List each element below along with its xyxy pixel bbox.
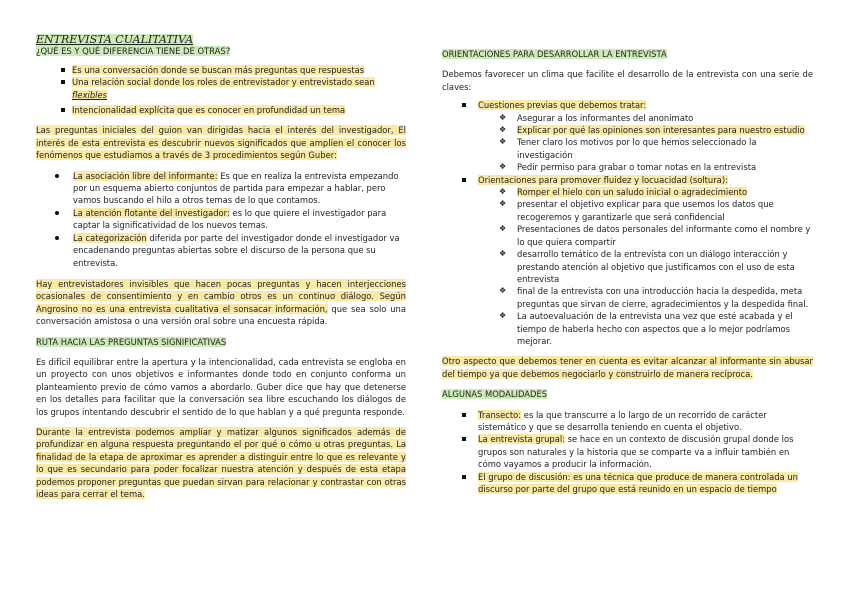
previous-questions-list (442, 112, 813, 174)
section-heading-modalidades: ALGUNAS MODALIDADES (442, 389, 548, 400)
section-heading-orientaciones: ORIENTACIONES PARA DESARROLLAR LA ENTREVISTA (442, 49, 667, 59)
paragraph-preguntas-iniciales: Las preguntas iniciales del guion van dirigidas hacia el interés del investigador, El interés de esta entrevista es descubrir nuevos significados que amplíen el conocer los fenómenos que estudiamos a través de 3 procedimientos según Guber: (36, 125, 406, 161)
list-item: Cuestiones previas que debemos tratar: ❖ Asegurar a los informantes del anonimato ❖ Explicar por qué las opiniones son interesantes para nuestro estudio ❖ Tener claro los motivos por lo que hemos seleccionado la investigación ❖ Pedir permiso para grabar o tomar notas en la entrevista (442, 99, 813, 173)
list-item: La atención flotante del investigador: es lo que quiere el investigador para captar la significatividad de los nuevos temas. (36, 207, 406, 232)
definition-list (36, 64, 406, 117)
list-item: Una relación social donde los roles de entrevistador y entrevistado sean flexibles (36, 76, 406, 101)
list-item: ❖ Pedir permiso para grabar o tomar notas en la entrevista (442, 161, 813, 173)
list-item: El grupo de discusión: es una técnica que produce de manera controlada un discurso por parte del grupo que está reunido en un espacio de tiempo (442, 471, 813, 496)
list-item: ❖ Tener claro los motivos por lo que hemos seleccionado la investigación (442, 136, 813, 161)
paragraph-otro-aspecto: Otro aspecto que debemos tener en cuenta es evitar alcanzar al informante sin abusar del tiempo ya que debemos negociarlo y construirlo de manera recíproca. (442, 356, 813, 379)
modalities-list (442, 409, 813, 496)
list-item: Es una conversación donde se buscan más preguntas que respuestas (36, 64, 406, 76)
list-item: ❖ Asegurar a los informantes del anonimato (442, 112, 813, 124)
fluency-list (442, 186, 813, 347)
list-item: ❖ Presentaciones de datos personales del informante como el nombre y lo que quiera compartir (442, 223, 813, 248)
paragraph-equilibrio: Es difícil equilibrar entre la apertura y la intencionalidad, cada entrevista se engloba en un proyecto con unos objetivos e informantes donde todo en conjunto conforma un planteamiento previo de cómo vamos a abordarlo. Guber dice que hay que detenerse en los detalles para facilitar que la conversación sea libre escuchando los diálogos de los grupos intentando descubrir el sentido de lo que hablan y a qué pregunta responde. (36, 356, 406, 417)
orientations-list (442, 99, 813, 347)
list-item: ❖ Romper el hielo con un saludo inicial o agradecimiento (442, 186, 813, 198)
list-item: Intencionalidad explícita que es conocer en profundidad un tema (36, 104, 406, 116)
paragraph-entrevistadores: Hay entrevistadores invisibles que hacen pocas preguntas y hacen interjecciones ocasionales de consentimiento y en cambio otros es un continuo diálogo. Según Angrosino no es una entrevista cualitativa el sonsacar información, que sea solo una conversación amistosa o una versión oral sobre una encuesta rápida. (36, 278, 406, 327)
section-heading-ruta: RUTA HACIA LAS PREGUNTAS SIGNIFICATIVAS (36, 336, 227, 347)
list-item: Orientaciones para promover fluidez y locuacidad (soltura): ❖ Romper el hielo con un saludo inicial o agradecimiento ❖ presentar el objetivo explicar para que usemos los datos que recogeremos y garantizarle que será confidencial ❖ Presentaciones de datos personales del informante como el nombre y lo que quiera compartir ❖ desarrollo temático de la entrevista con un diálogo interacción y prestando atención al objetivo que justificamos con el uso de esta entrevista ❖ final de la entrevista con una introducción hacia la despedida, meta preguntas que sirvan de cierre, agradecimientos y la despedida final. ❖ La autoevaluación de la entrevista una vez que esté acabada y el tiempo de haberla hecho con aspectos que a lo mejor podríamos mejorar. (442, 174, 813, 348)
list-item: ❖ La autoevaluación de la entrevista una vez que esté acabada y el tiempo de haberla hecho con aspectos que a lo mejor podríamos mejorar. (442, 310, 813, 347)
paragraph-durante-entrevista: Durante la entrevista podemos ampliar y matizar algunos significados además de profundizar en alguna respuesta preguntando el por qué o cómo u otras preguntas. La finalidad de la etapa de aproximar es aprender a distinguir entre lo que es relevante y lo que es secundario para poder focalizar nuestra atención y después de esta etapa podemos proponer preguntas que puedan sirvan para relacionar y contrastar con otras ideas para cerrar el tema. (36, 426, 406, 499)
right-column (442, 48, 813, 495)
list-item: ❖ Explicar por qué las opiniones son interesantes para nuestro estudio (442, 124, 813, 136)
document-title: ENTREVISTA CUALITATIVA (36, 33, 194, 46)
list-item: ❖ presentar el objetivo explicar para que usemos los datos que recogeremos y garantizarle que será confidencial (442, 198, 813, 223)
list-item: La asociación libre del informante: Es que en realiza la entrevista empezando por un esquema abierto conjuntos de partida para empezar a hablar, pero vamos buscando el hilo a otros temas de lo que contamos. (36, 170, 406, 207)
list-item: ❖ final de la entrevista con una introducción hacia la despedida, meta preguntas que sirvan de cierre, agradecimientos y la despedida final. (442, 285, 813, 310)
list-item: La categorización diferida por parte del investigador donde el investigador va encadenando preguntas abiertas sobre el discurso de la persona que su entrevista. (36, 232, 406, 269)
paragraph-clima: Debemos favorecer un clima que facilite el desarrollo de la entrevista con una serie de claves: (442, 69, 813, 92)
list-item: La entrevista grupal: se hace en un contexto de discusión grupal donde los grupos son naturales y la historia que se comparte va a influir también en cómo vayamos a producir la información. (442, 433, 813, 470)
list-item: ❖ desarrollo temático de la entrevista con un diálogo interacción y prestando atención al objetivo que justificamos con el uso de esta entrevista (442, 248, 813, 285)
section-heading-que-es: ¿QUÉ ES Y QUÉ DIFERENCIA TIENE DE OTRAS? (36, 46, 231, 57)
procedures-list (36, 170, 406, 269)
left-column (36, 34, 406, 500)
list-item: Transecto: es la que transcurre a lo largo de un recorrido de carácter sistemático y que se desarrolla teniendo en cuenta el objetivo. (442, 409, 813, 434)
